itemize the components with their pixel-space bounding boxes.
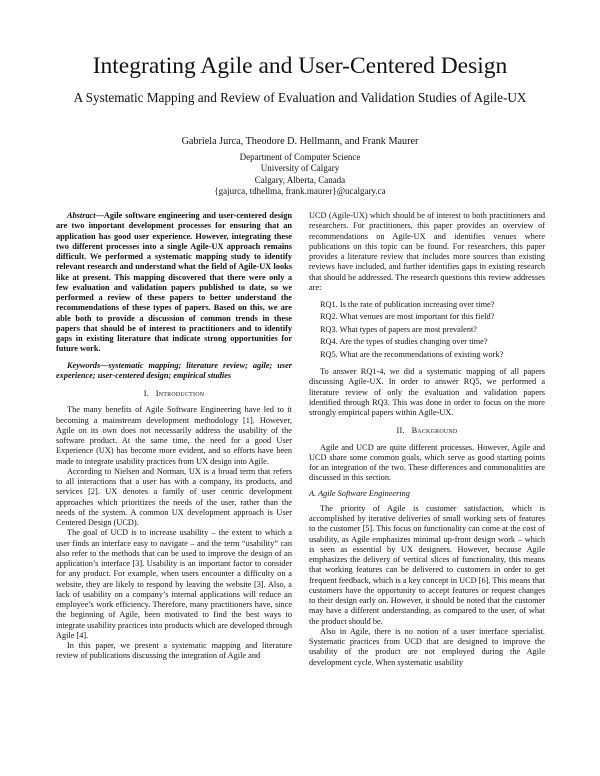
research-question-list <box>309 299 545 361</box>
body-paragraph: According to Nielsen and Norman, UX is a broad term that refers to all interactions that a user has with a company, its products, and services [2]. UX denotes a family of user centric development approaches which prioritizes the needs of the user, rather than the needs of the system. A common UX development approach is User Centered Design (UCD). <box>56 466 292 527</box>
section-heading-introduction <box>56 389 292 399</box>
left-column <box>56 211 292 662</box>
research-question: RQ4. Are the types of studies changing over time? <box>320 337 488 347</box>
body-paragraph: The many benefits of Agile Software Engineering have led to it becoming a mainstream development methodology [1]. However, Agile on its own does not necessarily address the usability of the software product. At the same time, the need for a good User Experience (UX) has become more evident, and so efforts have been made to integrate usability practices from UX design into Agile. <box>56 405 292 466</box>
abstract-text: —Agile software engineering and user-centered design are two important development processes for ensuring that an application has good user experience. However, integrating these two different processes into a single Agile-UX approach remains difficult. We performed a systematic mapping study to identify relevant research and understand what the field of Agile-UX looks like at present. This mapping discovered that there were only a few evaluation and validation papers published to date, so we performed a review of these papers to better understand the recommendations of these types of papers. Based on this, we are able both to provide a discussion of common trends in these papers that should be of interest to practitioners and to identify gaps in existing literature that indicate strong opportunities for future work. <box>56 211 292 354</box>
affiliation-city: Calgary, Alberta, Canada <box>254 174 346 185</box>
section-number: I. <box>143 389 149 398</box>
affiliation-university: University of Calgary <box>260 163 340 174</box>
affiliation-dept: Department of Computer Science <box>239 152 361 162</box>
body-paragraph: The priority of Agile is customer satisfaction, which is accomplished by iterative deliveries of small working sets of features to the customer [5]. This focus on functionality can come at the cost of usability, as Agile emphasizes minimal up-front design work – which is seen as essential by UX designers. However, because Agile emphasizes the delivery of vertical slices of functionality, this means that working features can be delivered to customers in order to get frequent feedback, which is a key concept in UCD [6]. This means that customers have the opportunity to accept features or request changes to their design early on. However, it should be noted that the customer may have a different understanding, as compared to the user, of what the product should be. <box>309 503 545 626</box>
paper-title: Integrating Agile and User-Centered Design <box>92 53 508 79</box>
body-paragraph: The goal of UCD is to increase usability – the extent to which a user finds an interface easy to navigate – and the term “usability” can also refer to the methods that can be used to improve the design of an application’s interface [3]. Usability is an important factor to consider for any product. For example, when users encounter a difficulty on a website, they are likely to respond by leaving the website [3]. Also, a lack of usability on a company’s internal applications will reduce an employee’s work efficiency. Therefore, many practitioners have, since the beginning of Agile, been motivated to find the best ways to integrate usability practices into products which are developed through Agile [4]. <box>56 528 292 640</box>
abstract <box>56 211 292 355</box>
subsection-heading-agile: A. Agile Software Engineering <box>309 488 410 498</box>
section-heading-background <box>309 426 545 436</box>
abstract-lead: Abstract <box>67 211 96 220</box>
section-title: Introduction <box>155 389 205 398</box>
research-question: RQ5. What are the recommendations of existing work? <box>320 349 504 359</box>
affiliation-block <box>0 152 600 198</box>
body-paragraph: To answer RQ1-4, we did a systematic mapping of all papers discussing Agile-UX. In order to answer RQ5, we performed a literature review of only the evaluation and validation papers identified through RQ3. This was done in order to focus on the more strongly empirical papers within Agile-UX. <box>309 367 545 418</box>
paper-subtitle: A Systematic Mapping and Review of Evaluation and Validation Studies of Agile-UX <box>73 90 527 105</box>
body-paragraph: UCD (Agile-UX) which should be of interest to both practitioners and researchers. For practitioners, this paper provides an overview of recommendations on Agile-UX and identifies venues where publications on this topic can be found. For researchers, this paper provides a literature review that includes more sources than existing reviews have included, and further identifies gaps in existing research that should be addressed. The research questions this review addresses are: <box>309 211 545 292</box>
research-question: RQ1. Is the rate of publication increasing over time? <box>320 300 495 309</box>
section-number: II. <box>396 426 405 436</box>
right-column <box>309 211 545 668</box>
keywords: Keywords—systematic mapping; literature review; agile; user experience; user-centered design; empirical studies <box>56 360 292 380</box>
author-list: Gabriela Jurca, Theodore D. Hellmann, and Frank Maurer <box>181 136 419 147</box>
research-question: RQ3. What types of papers are most prevalent? <box>320 324 477 334</box>
body-paragraph: Agile and UCD are quite different processes. However, Agile and UCD share some common goals, which serve as good starting points for an integration of the two. These differences and commonalities are discussed in this section. <box>309 442 545 483</box>
body-paragraph: Also in Agile, there is no notion of a user interface specialist. Systematic practices from UCD that are designed to improve the usability of the product are not employed during the Agile development cycle. When systematic usability <box>309 626 545 667</box>
research-question: RQ2. What venues are most important for this field? <box>320 312 495 322</box>
body-paragraph: In this paper, we present a systematic mapping and literature review of publications discussing the integration of Agile and <box>56 641 292 661</box>
author-emails: {gajurca, tdhellma, frank.maurer}@ucalgary.ca <box>214 186 386 197</box>
section-title: Background <box>411 426 458 436</box>
